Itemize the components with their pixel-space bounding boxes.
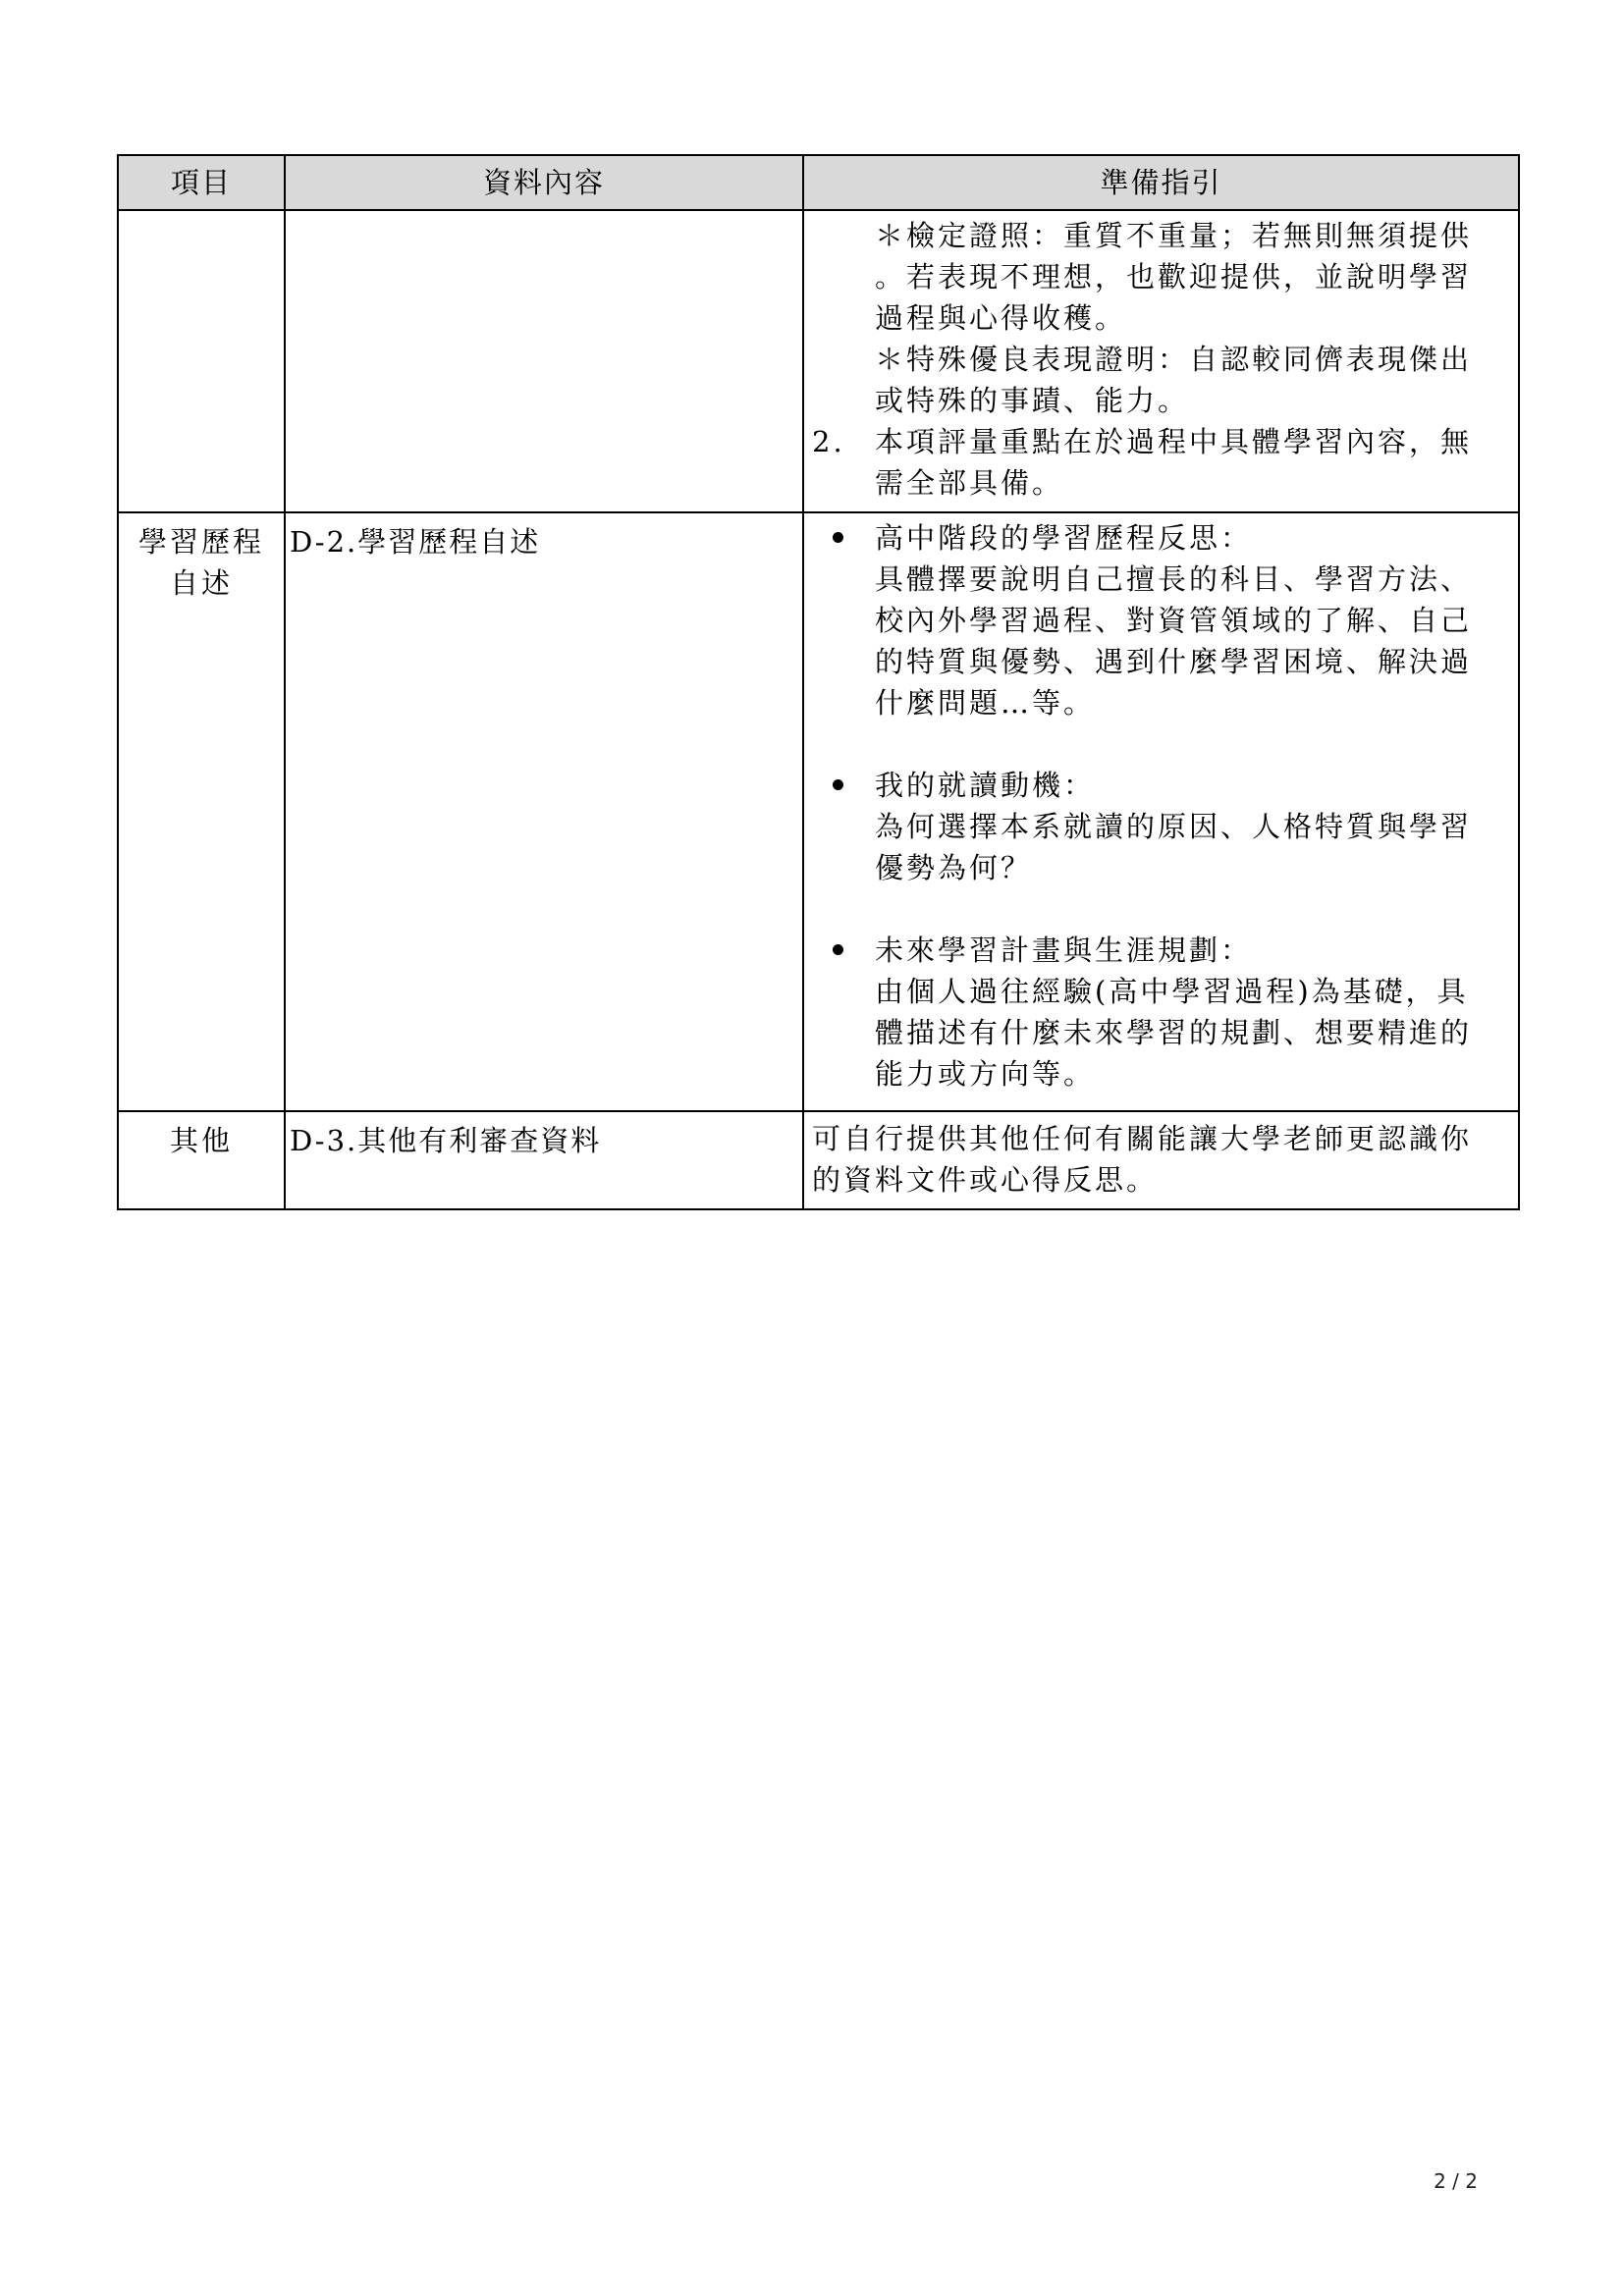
bullet-icon xyxy=(833,944,843,955)
guide-line: 由個人過往經驗(高中學習過程)為基礎，具 xyxy=(875,975,1469,1008)
row1-item-cell xyxy=(118,210,285,512)
list-number: 2. xyxy=(812,425,845,458)
bullet-icon xyxy=(833,779,843,790)
guide-line: 或特殊的事蹟、能力。 xyxy=(875,384,1190,417)
bullet-title: 未來學習計畫與生涯規劃： xyxy=(875,934,1253,967)
bullet-title: 我的就讀動機： xyxy=(875,769,1096,802)
guide-line: 能力或方向等。 xyxy=(875,1057,1096,1091)
guide-line: 體描述有什麼未來學習的規劃、想要精進的 xyxy=(875,1016,1473,1049)
row2-content-cell: D-2.學習歷程自述 xyxy=(285,512,803,1111)
guide-line: 本項評量重點在於過程中具體學習內容，無 xyxy=(875,425,1473,458)
bullet-item xyxy=(875,930,1502,1095)
guide-line: ＊檢定證照：重質不重量；若無則無須提供 xyxy=(875,219,1473,252)
guide-line: ＊特殊優良表現證明：自認較同儕表現傑出 xyxy=(875,343,1473,376)
row1-guide-cell xyxy=(803,210,1519,512)
bullet-item xyxy=(875,517,1502,723)
table-row xyxy=(118,210,1519,512)
guide-line: 的特質與優勢、遇到什麼學習困境、解決過 xyxy=(875,645,1473,678)
bullet-item xyxy=(875,765,1502,888)
guide-line: 優勢為何？ xyxy=(875,851,1033,884)
header-item: 項目 xyxy=(118,155,285,210)
guide-line: 需全部具備。 xyxy=(875,466,1064,500)
guide-line: 可自行提供其他任何有關能讓大學老師更認識你 xyxy=(812,1122,1473,1155)
item-label-line: 自述 xyxy=(169,566,233,600)
bullet-title: 高中階段的學習歷程反思： xyxy=(875,521,1253,555)
guide-line: 校內外學習過程、對資管領域的了解、自己 xyxy=(875,604,1473,637)
table-header-row xyxy=(118,155,1519,210)
row3-item-cell: 其他 xyxy=(118,1111,285,1209)
bullet-icon xyxy=(833,532,843,543)
header-guide: 準備指引 xyxy=(803,155,1519,210)
guide-line: 過程與心得收穫。 xyxy=(875,301,1127,335)
numbered-item-2 xyxy=(812,421,1502,504)
row3-guide-cell xyxy=(803,1111,1519,1209)
row2-guide-cell xyxy=(803,512,1519,1111)
row2-item-cell xyxy=(118,512,285,1111)
guide-line: 什麼問題…等。 xyxy=(875,686,1096,720)
row1-content-cell xyxy=(285,210,803,512)
header-content: 資料內容 xyxy=(285,155,803,210)
item-label-line: 學習歷程 xyxy=(137,525,264,559)
page-number: 2 / 2 xyxy=(1434,2169,1478,2193)
guide-table xyxy=(117,154,1520,1210)
guide-line: 具體擇要說明自己擅長的科目、學習方法、 xyxy=(875,562,1473,596)
guide-line: 的資料文件或心得反思。 xyxy=(812,1163,1159,1197)
table-row xyxy=(118,1111,1519,1209)
table-row xyxy=(118,512,1519,1111)
row3-content-cell: D-3.其他有利審查資料 xyxy=(285,1111,803,1209)
guide-line: 為何選擇本系就讀的原因、人格特質與學習 xyxy=(875,810,1473,843)
guide-line: 。若表現不理想，也歡迎提供，並說明學習 xyxy=(875,260,1473,294)
